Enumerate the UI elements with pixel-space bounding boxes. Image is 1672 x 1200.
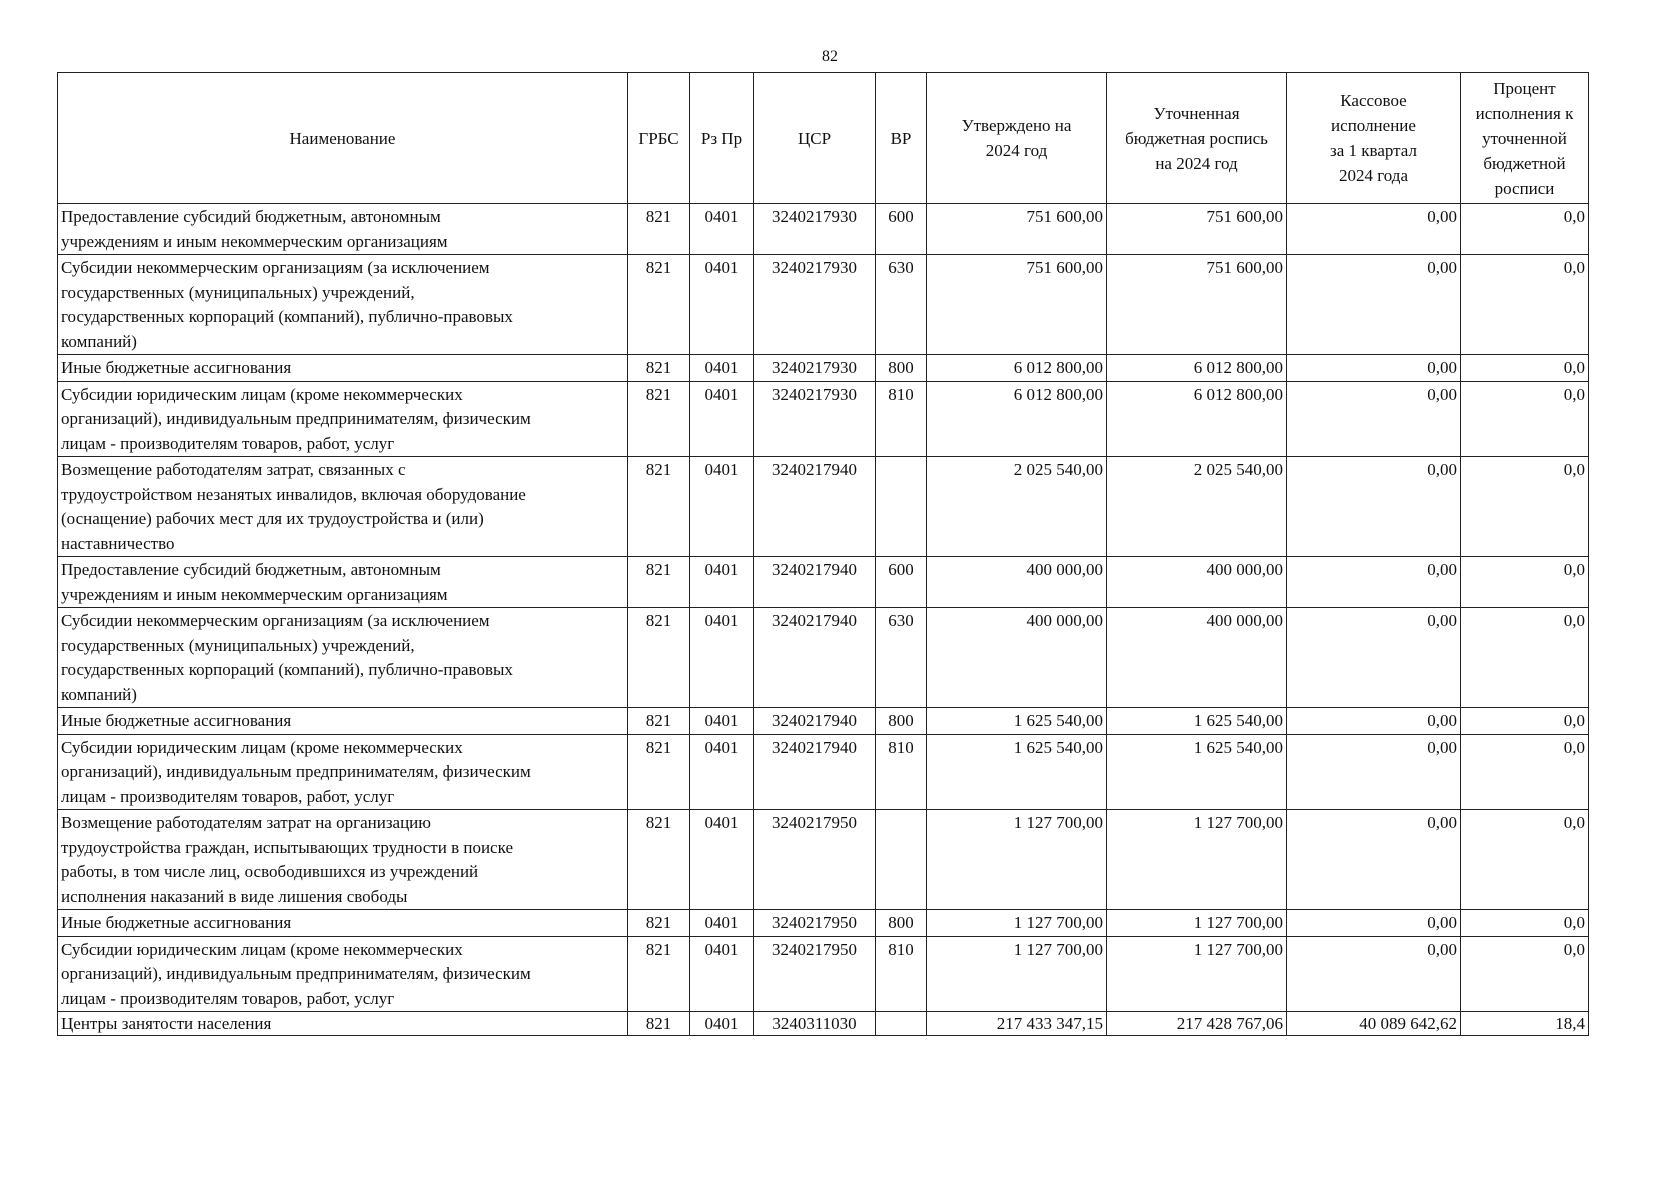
- row-refined: 400 000,00: [1107, 608, 1287, 708]
- row-csr: 3240217940: [754, 608, 876, 708]
- row-vr: [876, 1012, 927, 1036]
- row-name-line: организаций), индивидуальным предпринимателям, физическим: [61, 762, 531, 781]
- row-refined: 400 000,00: [1107, 557, 1287, 608]
- row-name: [58, 381, 628, 457]
- row-name-line: лицам - производителям товаров, работ, услуг: [61, 433, 395, 453]
- row-vr: 810: [876, 734, 927, 810]
- row-name-line: Субсидии юридическим лицам (кроме некоммерческих: [61, 737, 463, 757]
- row-name-line: компаний): [61, 684, 137, 704]
- row-refined: 1 625 540,00: [1107, 708, 1287, 735]
- row-percent: 0,0: [1461, 355, 1589, 382]
- row-name-line: государственных корпораций (компаний), публично-правовых: [61, 660, 513, 679]
- row-vr: [876, 457, 927, 557]
- row-vr: 630: [876, 255, 927, 355]
- header-vr: ВР: [876, 73, 927, 204]
- row-name: [58, 355, 628, 382]
- table-body: [58, 204, 1589, 1036]
- row-name: [58, 1012, 628, 1036]
- row-percent: 0,0: [1461, 457, 1589, 557]
- row-name: [58, 255, 628, 355]
- row-vr: 810: [876, 381, 927, 457]
- row-percent: 0,0: [1461, 810, 1589, 910]
- row-percent: 0,0: [1461, 255, 1589, 355]
- page-number: 82: [822, 48, 838, 65]
- header-approved: Утверждено на 2024 год: [927, 73, 1107, 204]
- row-name-line: организаций), индивидуальным предпринимателям, физическим: [61, 964, 531, 983]
- row-grbs: 821: [628, 381, 690, 457]
- table-row: [58, 255, 1589, 355]
- row-csr: 3240217940: [754, 708, 876, 735]
- table-row: [58, 910, 1589, 937]
- row-percent: 0,0: [1461, 936, 1589, 1012]
- header-row: [58, 73, 1589, 204]
- row-name-line: государственных (муниципальных) учреждений,: [61, 282, 415, 302]
- row-approved: 1 625 540,00: [927, 708, 1107, 735]
- row-approved: 1 127 700,00: [927, 910, 1107, 937]
- header-name: Наименование: [58, 73, 628, 204]
- row-percent: 0,0: [1461, 708, 1589, 735]
- row-name: [58, 608, 628, 708]
- row-name: [58, 936, 628, 1012]
- table-row: [58, 608, 1589, 708]
- row-csr: 3240311030: [754, 1012, 876, 1036]
- table-row: [58, 557, 1589, 608]
- table-row: [58, 204, 1589, 255]
- row-grbs: 821: [628, 557, 690, 608]
- row-name-line: трудоустройством незанятых инвалидов, включая оборудование: [61, 484, 526, 504]
- header-rzpr: Рз Пр: [690, 73, 754, 204]
- row-grbs: 821: [628, 708, 690, 735]
- row-refined: 1 625 540,00: [1107, 734, 1287, 810]
- row-name-line: Субсидии некоммерческим организациям (за исключением: [61, 611, 490, 630]
- row-name-line: Иные бюджетные ассигнования: [61, 711, 292, 730]
- row-name-line: Предоставление субсидий бюджетным, автономным: [61, 207, 441, 226]
- row-name-line: наставничество: [61, 533, 175, 553]
- row-refined: 2 025 540,00: [1107, 457, 1287, 557]
- row-cash: 0,00: [1287, 557, 1461, 608]
- row-rzpr: 0401: [690, 936, 754, 1012]
- row-grbs: 821: [628, 936, 690, 1012]
- row-vr: 800: [876, 708, 927, 735]
- row-cash: 0,00: [1287, 255, 1461, 355]
- row-refined: 6 012 800,00: [1107, 355, 1287, 382]
- row-rzpr: 0401: [690, 255, 754, 355]
- header-grbs: ГРБС: [628, 73, 690, 204]
- row-csr: 3240217930: [754, 381, 876, 457]
- row-refined: 1 127 700,00: [1107, 936, 1287, 1012]
- row-rzpr: 0401: [690, 1012, 754, 1036]
- row-vr: [876, 810, 927, 910]
- row-refined: 217 428 767,06: [1107, 1012, 1287, 1036]
- row-name-line: (оснащение) рабочих мест для их трудоустройства и (или): [61, 509, 484, 528]
- row-name-line: трудоустройства граждан, испытывающих трудности в поиске: [61, 837, 513, 857]
- row-csr: 3240217950: [754, 936, 876, 1012]
- row-grbs: 821: [628, 204, 690, 255]
- row-approved: 1 127 700,00: [927, 810, 1107, 910]
- row-name-line: Возмещение работодателям затрат, связанных с: [61, 460, 406, 479]
- row-approved: 751 600,00: [927, 204, 1107, 255]
- row-approved: 1 127 700,00: [927, 936, 1107, 1012]
- row-cash: 0,00: [1287, 204, 1461, 255]
- row-name-line: Возмещение работодателям затрат на организацию: [61, 813, 431, 832]
- row-name-line: Предоставление субсидий бюджетным, автономным: [61, 560, 441, 579]
- row-approved: 6 012 800,00: [927, 355, 1107, 382]
- row-vr: 630: [876, 608, 927, 708]
- row-cash: 0,00: [1287, 936, 1461, 1012]
- row-approved: 751 600,00: [927, 255, 1107, 355]
- header-refined: Уточненная бюджетная роспись на 2024 год: [1107, 73, 1287, 204]
- row-name-line: Субсидии юридическим лицам (кроме некоммерческих: [61, 384, 463, 404]
- row-csr: 3240217940: [754, 457, 876, 557]
- row-percent: 0,0: [1461, 608, 1589, 708]
- row-percent: 0,0: [1461, 204, 1589, 255]
- row-cash: 0,00: [1287, 457, 1461, 557]
- row-name: [58, 810, 628, 910]
- row-cash: 0,00: [1287, 910, 1461, 937]
- row-rzpr: 0401: [690, 708, 754, 735]
- table-row: [58, 734, 1589, 810]
- row-vr: 810: [876, 936, 927, 1012]
- row-name-line: работы, в том числе лиц, освободившихся из учреждений: [61, 862, 479, 881]
- row-csr: 3240217950: [754, 810, 876, 910]
- row-vr: 800: [876, 910, 927, 937]
- row-approved: 400 000,00: [927, 608, 1107, 708]
- row-name: [58, 734, 628, 810]
- row-percent: 18,4: [1461, 1012, 1589, 1036]
- row-rzpr: 0401: [690, 204, 754, 255]
- row-grbs: 821: [628, 910, 690, 937]
- row-name-line: государственных корпораций (компаний), публично-правовых: [61, 307, 513, 326]
- row-vr: 800: [876, 355, 927, 382]
- row-name: [58, 204, 628, 255]
- row-grbs: 821: [628, 457, 690, 557]
- row-grbs: 821: [628, 1012, 690, 1036]
- row-name-line: учреждениям и иным некоммерческим организациям: [61, 231, 448, 251]
- row-name-line: учреждениям и иным некоммерческим организациям: [61, 584, 448, 604]
- row-name-line: Иные бюджетные ассигнования: [61, 358, 292, 377]
- row-name-line: Иные бюджетные ассигнования: [61, 913, 292, 932]
- row-grbs: 821: [628, 810, 690, 910]
- row-approved: 6 012 800,00: [927, 381, 1107, 457]
- row-percent: 0,0: [1461, 734, 1589, 810]
- row-rzpr: 0401: [690, 355, 754, 382]
- row-approved: 2 025 540,00: [927, 457, 1107, 557]
- row-csr: 3240217940: [754, 557, 876, 608]
- row-vr: 600: [876, 204, 927, 255]
- row-name-line: Центры занятости населения: [61, 1014, 272, 1033]
- row-name-line: государственных (муниципальных) учреждений,: [61, 635, 415, 655]
- row-refined: 751 600,00: [1107, 204, 1287, 255]
- table-row: [58, 708, 1589, 735]
- row-rzpr: 0401: [690, 608, 754, 708]
- row-grbs: 821: [628, 608, 690, 708]
- row-cash: 40 089 642,62: [1287, 1012, 1461, 1036]
- row-name-line: лицам - производителям товаров, работ, услуг: [61, 786, 395, 806]
- row-rzpr: 0401: [690, 810, 754, 910]
- row-percent: 0,0: [1461, 910, 1589, 937]
- row-csr: 3240217930: [754, 204, 876, 255]
- row-name-line: Субсидии юридическим лицам (кроме некоммерческих: [61, 939, 463, 959]
- table-row: [58, 381, 1589, 457]
- row-csr: 3240217930: [754, 355, 876, 382]
- row-name-line: организаций), индивидуальным предпринимателям, физическим: [61, 409, 531, 428]
- row-cash: 0,00: [1287, 381, 1461, 457]
- row-csr: 3240217950: [754, 910, 876, 937]
- row-grbs: 821: [628, 355, 690, 382]
- row-rzpr: 0401: [690, 557, 754, 608]
- row-cash: 0,00: [1287, 810, 1461, 910]
- row-percent: 0,0: [1461, 557, 1589, 608]
- row-vr: 600: [876, 557, 927, 608]
- row-cash: 0,00: [1287, 608, 1461, 708]
- row-refined: 6 012 800,00: [1107, 381, 1287, 457]
- table-row: [58, 1012, 1589, 1036]
- header-cash: Кассовое исполнение за 1 квартал 2024 года: [1287, 73, 1461, 204]
- row-refined: 1 127 700,00: [1107, 910, 1287, 937]
- row-csr: 3240217930: [754, 255, 876, 355]
- row-name-line: лицам - производителям товаров, работ, услуг: [61, 988, 395, 1008]
- table-row: [58, 810, 1589, 910]
- row-name-line: исполнения наказаний в виде лишения свободы: [61, 886, 408, 906]
- row-rzpr: 0401: [690, 734, 754, 810]
- row-cash: 0,00: [1287, 734, 1461, 810]
- header-percent: Процент исполнения к уточненной бюджетной росписи: [1461, 73, 1589, 204]
- row-approved: 217 433 347,15: [927, 1012, 1107, 1036]
- row-name: [58, 708, 628, 735]
- row-rzpr: 0401: [690, 457, 754, 557]
- row-name-line: компаний): [61, 331, 137, 351]
- table-row: [58, 355, 1589, 382]
- row-refined: 1 127 700,00: [1107, 810, 1287, 910]
- row-percent: 0,0: [1461, 381, 1589, 457]
- row-cash: 0,00: [1287, 708, 1461, 735]
- row-cash: 0,00: [1287, 355, 1461, 382]
- row-grbs: 821: [628, 255, 690, 355]
- row-approved: 1 625 540,00: [927, 734, 1107, 810]
- row-name: [58, 910, 628, 937]
- row-approved: 400 000,00: [927, 557, 1107, 608]
- row-rzpr: 0401: [690, 910, 754, 937]
- row-name: [58, 457, 628, 557]
- row-name: [58, 557, 628, 608]
- header-csr: ЦСР: [754, 73, 876, 204]
- row-csr: 3240217940: [754, 734, 876, 810]
- row-rzpr: 0401: [690, 381, 754, 457]
- table-row: [58, 936, 1589, 1012]
- budget-table: [57, 72, 1589, 1036]
- row-grbs: 821: [628, 734, 690, 810]
- row-name-line: Субсидии некоммерческим организациям (за исключением: [61, 258, 490, 277]
- table-row: [58, 457, 1589, 557]
- row-refined: 751 600,00: [1107, 255, 1287, 355]
